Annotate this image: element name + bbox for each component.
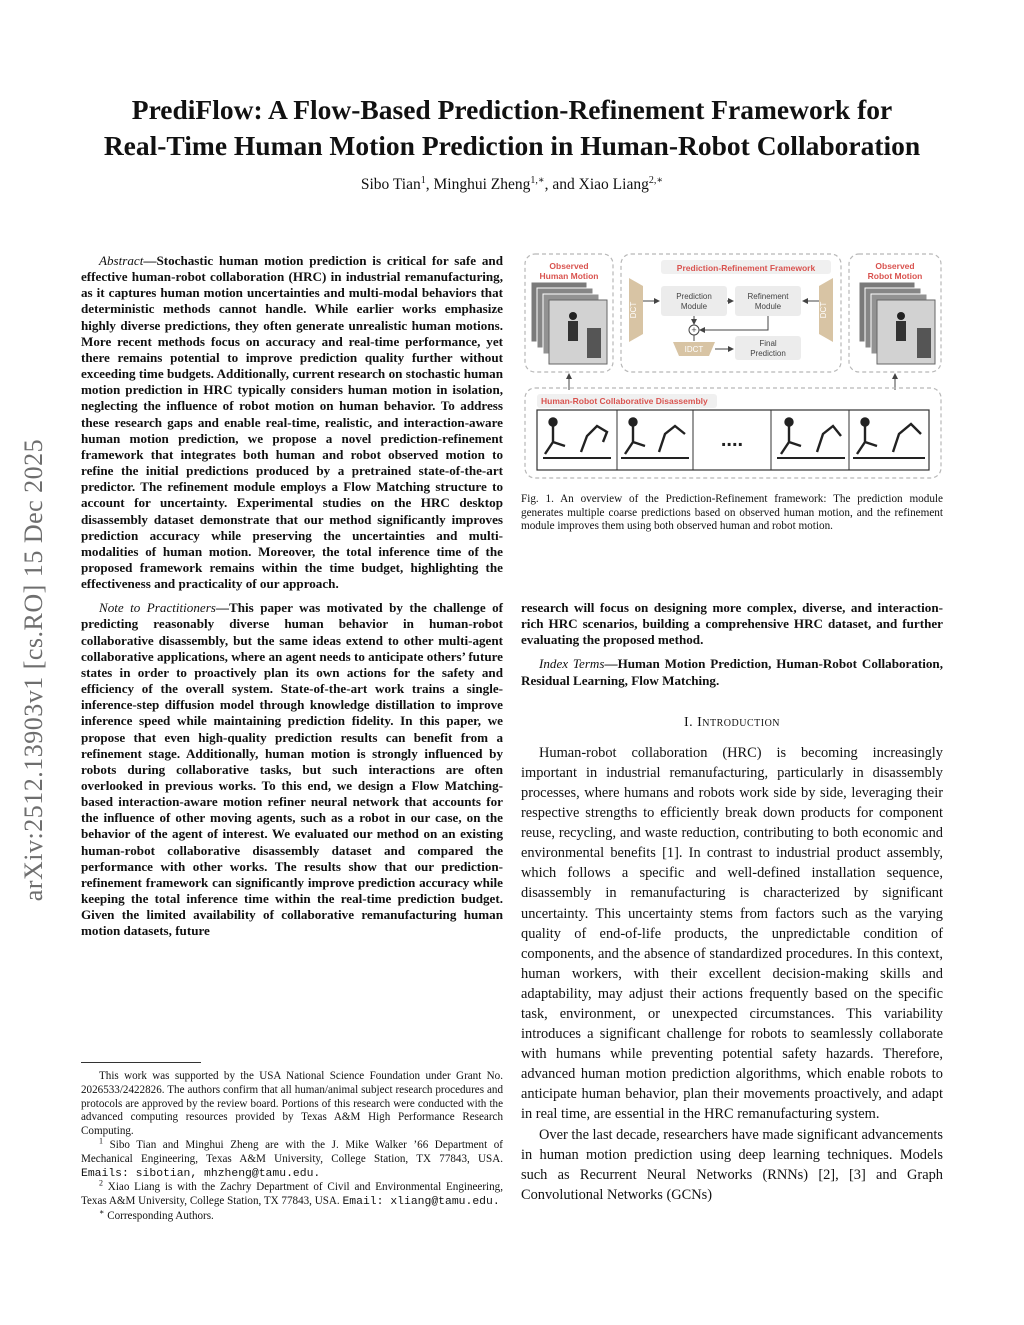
section-heading-introduction [521, 715, 943, 731]
footnote-rule [81, 1062, 201, 1063]
author-sep: , [425, 176, 434, 193]
index-terms [521, 656, 943, 688]
note-to-practitioners [81, 600, 503, 939]
title-line-1: PrediFlow: A Flow-Based Prediction-Refinement Framework for [131, 94, 893, 125]
dct-right-label: DCT [819, 301, 828, 319]
observed-robot-label-2: Robot Motion [867, 271, 923, 281]
author-2-affil: 1,∗ [530, 174, 545, 186]
sum-symbol: + [691, 325, 697, 335]
author-list [60, 176, 964, 194]
footnote-2 [81, 1178, 503, 1210]
hrc-strip [537, 410, 929, 470]
final-prediction-label-1: Final [759, 339, 777, 348]
human-frames-stack [531, 282, 607, 364]
footnotes [81, 1070, 503, 1224]
footnote-2-email: Email: xliang@tamu.edu. [342, 1196, 500, 1209]
dct-left-label: DCT [629, 301, 638, 319]
index-terms-label: Index Terms [539, 656, 605, 672]
section-numeral: I. [683, 714, 694, 730]
intro-paragraph-2: Over the last decade, researchers have made significant advancements in human motion prediction using deep learning techniques. Models such as Recurrent Neural Networks (RNNs) [2], [3] and Graph Convolutional Networks (GCNs) [521, 1126, 943, 1203]
figure-caption-block [521, 493, 943, 534]
author-sep: , and [544, 176, 579, 193]
robot-frames-stack [859, 282, 935, 364]
index-terms-text: —Human Motion Prediction, Human-Robot Collaboration, Residual Learning, Flow Matching. [521, 656, 943, 688]
footnote-2-text: Xiao Liang is with the Zachry Department of Civil and Environmental Engineering, Texas A&M University, College Station, TX 77843, USA. [81, 1181, 503, 1208]
footnote-3-mark: ∗ [99, 1207, 105, 1217]
arxiv-identifier [14, 370, 54, 970]
author-2: Minghui Zheng [433, 176, 531, 193]
abstract-label: Abstract [99, 253, 144, 268]
note-continued: research will focus on designing more complex, diverse, and interaction-rich HRC scenarios, building a comprehensive HRC dataset, and further evaluating the proposed method. [521, 600, 943, 648]
hrc-title: Human-Robot Collaborative Disassembly [541, 396, 708, 406]
prediction-module-box [661, 286, 727, 316]
arxiv-id-text: arXiv:2512.13903v1 [cs.RO] 15 Dec 2025 [19, 438, 48, 902]
title-line-2: Real-Time Human Motion Prediction in Human-Robot Collaboration [103, 130, 921, 161]
figure-1 [521, 250, 945, 482]
footnote-1-mark: 1 [99, 1136, 103, 1146]
refinement-module-box [735, 286, 801, 316]
observed-robot-label-1: Observed [875, 261, 915, 271]
footnote-3-text: Corresponding Authors. [104, 1209, 214, 1222]
prediction-module-label-2: Module [680, 302, 708, 311]
right-column [521, 600, 943, 1205]
footnote-support: This work was supported by the USA National Science Foundation under Grant No. 2026533/2422826. The authors confirm that all human/animal subject research procedures and protocols are approved by the review board. Portions of this research were conducted with the advanced computing resources provided by Texas A&M High Performance Research Computing. [81, 1070, 503, 1138]
author-3-affil: 2,∗ [648, 174, 664, 186]
intro-paragraph-1: Human-robot collaboration (HRC) is becoming increasingly important in industrial remanufacturing, particularly in disassembly processes, where humans and robots work side by side, leveraging their respective strengths to efficiently break down products for component reuse, recycling, and waste reduction, contributing to both economic and environmental benefits [1]. In contrast to industrial product assembly, which follows a specific and well-defined installation sequence, disassembly in remanufacturing is characterized by significant uncertainty. This uncertainty stems from factors such as the varying quality of end-of-life products, the unpredictable condition of components, and the absence of standardized procedures. In this context, human workers, with their excellent decision-making skills and adaptability, may adjust their actions frequently based on the specific task, environment, or unexpected circumstances. This variability introduces a significant challenge for robots to seamlessly collaborate with humans while preventing potential safety hazards. Therefore, advanced human motion prediction algorithms, which enable robots to anticipate human behavior, plan their movements proactively, and adapt in real time, are essential in the HRC remanufacturing system. [521, 744, 943, 1123]
observed-human-label-1: Observed [549, 261, 589, 271]
refinement-module-label-2: Module [754, 302, 782, 311]
final-prediction-label-2: Prediction [750, 349, 786, 358]
footnote-1 [81, 1136, 503, 1181]
paper-title [60, 92, 964, 164]
footnote-2-mark: 2 [99, 1178, 103, 1188]
footnote-3 [81, 1207, 503, 1224]
abstract-text: —Stochastic human motion prediction is critical for safe and effective human-robot collaboration (HRC) in industrial remanufacturing, as it captures human motion uncertainties and multi-modal behaviors that deterministic methods cannot handle. While earlier works emphasize highly diverse predictions, they often generate unrealistic human motions. More recent methods focus on accuracy and real-time performance, yet there remains potential to improve prediction quality further without exceeding time budgets. Additionally, current research on stochastic human motion prediction in HRC typically considers human motion in isolation, neglecting the influence of robot motion on human behavior. To address these research gaps and enable real-time, realistic, and interaction-aware human motion prediction, we propose a novel prediction-refinement framework that integrates both human and robot observed motion to refine the initial predictions produced by a pretrained state-of-the-art predictor. The refinement module employs a Flow Matching structure to account for uncertainty. Experimental studies on the HRC desktop disassembly dataset demonstrate that our method significantly improves prediction accuracy while preserving the uncertainties and multi-modalities of human motion. Moreover, the total inference time of the proposed framework remains within the time budget, highlighting the effectiveness and practicality of our approach. [81, 253, 503, 592]
author-1: Sibo Tian [360, 176, 421, 193]
abstract [81, 253, 503, 592]
footnote-1-email: Emails: sibotian, mhzheng@tamu.edu. [81, 1167, 321, 1180]
note-text: —This paper was motivated by the challenge of predicting reasonably diverse human behavior in human-robot collaborative disassembly, but the same ideas extend to other multi-agent collaborative applications, where an agent needs to anticipate others’ future states in order to proactively plan its own actions for the safety and efficiency of the overall system. State-of-the-art work trains a single-inference-step diffusion model through knowledge distillation to improve inference speed while maintaining prediction fidelity. In this paper, we propose that even high-quality prediction results can benefit from a refinement stage. Additionally, human motion is strongly influenced by robots during collaborative tasks, but such interactions are often overlooked in previous works. To this end, we design a Flow Matching-based interaction-aware motion refiner neural network that accounts for the influence of other moving agents, such as a robot in our case, on the behavior of the agent of interest. We evaluated our method on an existing human-robot collaborative disassembly dataset and compared the performance with other works. The results show that our prediction-refinement framework can significantly improve prediction accuracy while keeping the total inference time within the real-time prediction budget. Given the limited availability of collaborative remanufacturing human motion datasets, future [81, 600, 503, 939]
section-title: Introduction [697, 714, 781, 730]
idct-label: IDCT [684, 345, 704, 354]
note-label: Note to Practitioners [99, 600, 216, 616]
refinement-module-label-1: Refinement [747, 292, 789, 301]
author-3: Xiao Liang [578, 176, 649, 193]
author-1-affil: 1 [420, 174, 426, 186]
figure-1-caption: Fig. 1. An overview of the Prediction-Refinement framework: The prediction module generates multiple coarse predictions based on observed human motion, and the refinement module improves them using both observed human and robot motion. [521, 493, 943, 533]
footnote-1-text: Sibo Tian and Minghui Zheng are with the J. Mike Walker ’66 Department of Mechanical Engineering, Texas A&M University, College Station, TX 77843, USA. [81, 1138, 503, 1165]
framework-title: Prediction-Refinement Framework [676, 263, 816, 273]
hrc-ellipsis: .... [720, 429, 744, 451]
observed-human-label-2: Human Motion [539, 271, 599, 281]
left-column [81, 253, 503, 940]
prediction-module-label-1: Prediction [676, 292, 712, 301]
